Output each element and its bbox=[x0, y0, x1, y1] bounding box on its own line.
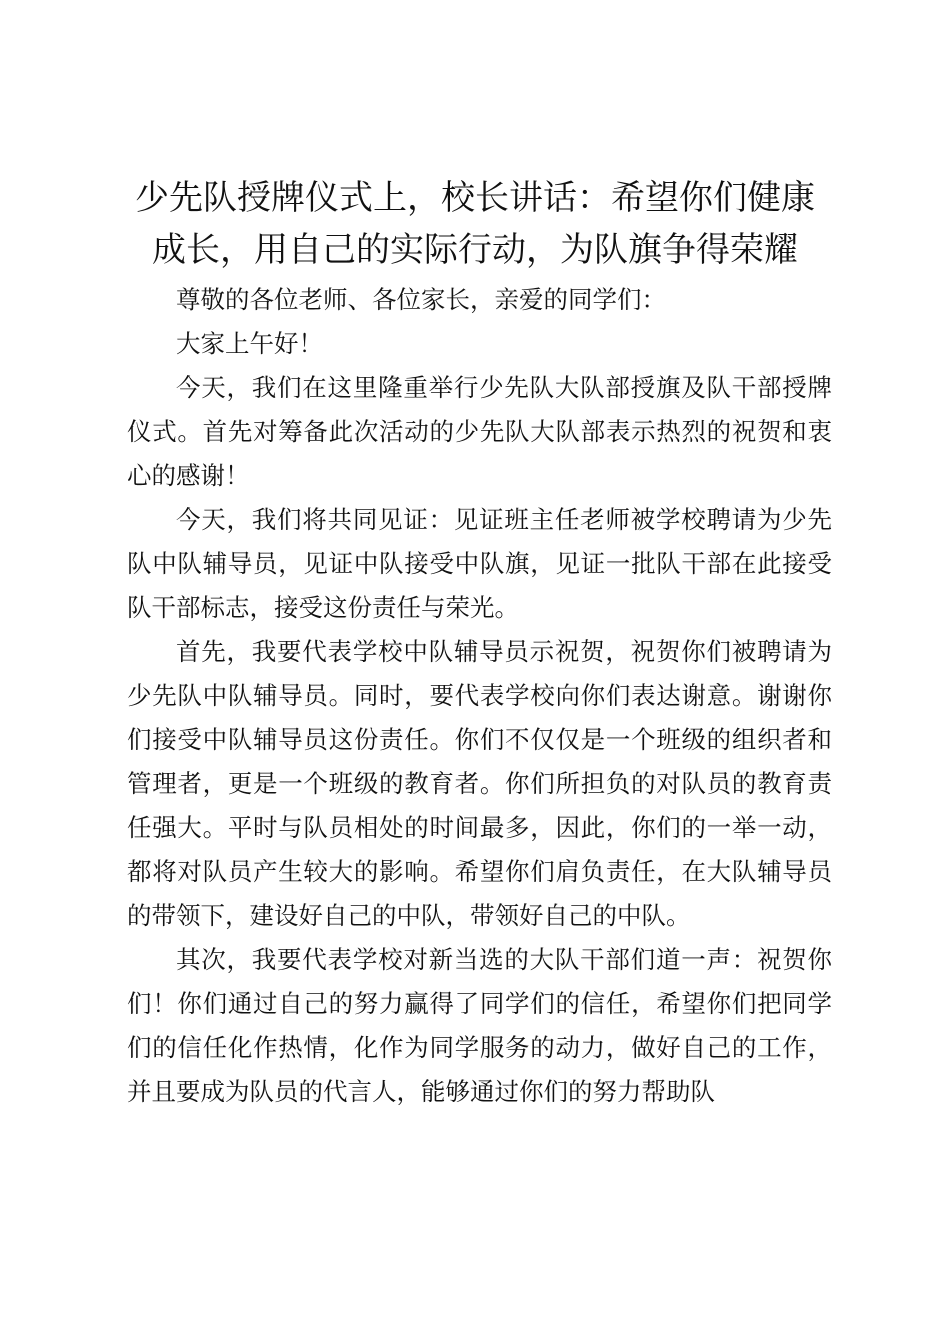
greeting-paragraph: 大家上午好！ bbox=[176, 329, 323, 358]
title-line-2: 成长，用自己的实际行动，为队旗争得荣耀 bbox=[152, 230, 798, 270]
title-line-1: 少先队授牌仪式上，校长讲话：希望你们健康 bbox=[135, 178, 815, 218]
body-paragraph: 其次，我要代表学校对新当选的大队干部们道一声：祝贺你们！你们通过自己的努力赢得了同学们的信任，希望你们把同学们的信任化作热情，化作为同学服务的动力，做好自己的工作，并且要成为队员的代言人，能够通过你们的努力帮助队 bbox=[127, 945, 832, 1106]
document-title bbox=[118, 172, 832, 276]
body-paragraph: 今天，我们将共同见证：见证班主任老师被学校聘请为少先队中队辅导员，见证中队接受中队旗，见证一批队干部在此接受队干部标志，接受这份责任与荣光。 bbox=[127, 505, 832, 622]
body-paragraph: 今天，我们在这里隆重举行少先队大队部授旗及队干部授牌仪式。首先对筹备此次活动的少先队大队部表示热烈的祝贺和衷心的感谢！ bbox=[127, 373, 832, 490]
document-body bbox=[127, 278, 832, 1114]
body-paragraph: 首先，我要代表学校中队辅导员示祝贺，祝贺你们被聘请为少先队中队辅导员。同时，要代表学校向你们表达谢意。谢谢你们接受中队辅导员这份责任。你们不仅仅是一个班级的组织者和管理者，更是一个班级的教育者。你们所担负的对队员的教育责任强大。平时与队员相处的时间最多，因此，你们的一举一动，都将对队员产生较大的影响。希望你们肩负责任，在大队辅导员的带领下，建设好自己的中队，带领好自己的中队。 bbox=[127, 637, 832, 930]
salutation-paragraph: 尊敬的各位老师、各位家长，亲爱的同学们： bbox=[176, 285, 666, 314]
